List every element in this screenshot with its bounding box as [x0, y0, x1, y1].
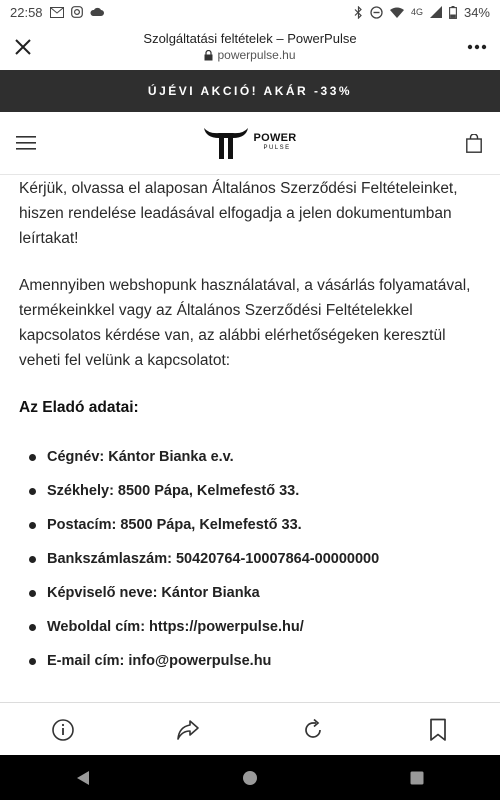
bullet — [29, 556, 36, 563]
seller-company: Cégnév: Kántor Bianka e.v. — [47, 449, 234, 465]
hamburger-icon — [16, 136, 36, 150]
bullet — [29, 522, 36, 529]
info-icon — [51, 718, 75, 742]
battery-percent: 34% — [463, 4, 490, 20]
instagram-icon — [71, 6, 83, 18]
intro-paragraph: Kérjük, olvassa el alaposan Általános Szerződési Feltételeinket, hiszen rendelése leadásával elfogadja a jelen dokumentumban leírtakat! — [19, 180, 458, 247]
close-icon — [14, 38, 32, 56]
gmail-icon — [50, 7, 64, 18]
site-logo[interactable] — [203, 126, 296, 160]
network-label: 4G — [410, 7, 423, 17]
bullet — [29, 624, 36, 631]
seller-heading: Az Eladó adatai: — [19, 399, 139, 416]
contact-paragraph: Amennyiben webshopunk használatával, a vásárlás folyamatával, termékeinkkel vagy az Általános Szerződési Feltételekkel kapcsolatos kérdése van, az alábbi elérhetőségeken keresztül veheti fel velünk a kapcsolatot: — [19, 277, 471, 369]
browser-toolbar — [0, 702, 500, 756]
reload-icon — [301, 718, 325, 742]
menu-button[interactable] — [0, 112, 52, 174]
logo-word-power: POWER — [253, 132, 297, 144]
address-bar[interactable] — [46, 31, 454, 63]
home-circle-icon — [242, 770, 258, 786]
status-time: 22:58 — [10, 4, 43, 20]
list-item — [29, 508, 481, 542]
close-button[interactable] — [0, 24, 46, 70]
list-item — [29, 576, 481, 610]
share-button[interactable] — [158, 703, 218, 756]
seller-postal-address: Postacím: 8500 Pápa, Kelmefestő 33. — [47, 517, 302, 533]
status-bar — [0, 0, 500, 24]
system-navigation-bar — [0, 755, 500, 800]
promo-banner[interactable] — [0, 70, 500, 112]
bullet — [29, 488, 36, 495]
battery-icon — [449, 6, 457, 19]
bookmark-button[interactable] — [408, 703, 468, 756]
seller-representative: Képviselő neve: Kántor Bianka — [47, 585, 260, 601]
list-item — [29, 610, 481, 644]
bookmark-icon — [429, 718, 447, 742]
list-item — [29, 542, 481, 576]
cart-button[interactable] — [448, 112, 500, 174]
shopping-bag-icon — [466, 134, 482, 153]
seller-website[interactable]: Weboldal cím: https://powerpulse.hu/ — [47, 619, 304, 635]
list-item — [29, 644, 481, 678]
bluetooth-icon — [354, 6, 363, 19]
seller-details-list — [19, 440, 481, 678]
info-button[interactable] — [33, 703, 93, 756]
more-menu-button[interactable] — [454, 24, 500, 70]
bullet — [29, 590, 36, 597]
nav-recents-button[interactable] — [387, 755, 447, 800]
wifi-icon — [390, 7, 404, 18]
page-title: Szolgáltatási feltételek – PowerPulse — [143, 31, 357, 46]
lock-icon — [204, 50, 213, 61]
promo-text: ÚJÉVI AKCIÓ! AKÁR -33% — [147, 84, 353, 98]
bullet — [29, 658, 36, 665]
terms-content — [19, 176, 481, 678]
seller-email[interactable]: E-mail cím: info@powerpulse.hu — [47, 653, 272, 669]
logo-word-pulse: PULSE — [263, 145, 291, 151]
nav-home-button[interactable] — [220, 755, 280, 800]
list-item — [29, 440, 481, 474]
url-text: powerpulse.hu — [217, 48, 296, 62]
nav-back-button[interactable] — [53, 755, 113, 800]
bull-logo-icon — [203, 126, 249, 160]
signal-icon — [430, 6, 442, 18]
list-item — [29, 474, 481, 508]
seller-headquarters: Székhely: 8500 Pápa, Kelmefestő 33. — [47, 483, 300, 499]
site-header — [0, 112, 500, 175]
seller-bank-account: Bankszámlaszám: 50420764-10007864-00000000 — [47, 551, 380, 567]
dnd-icon — [370, 6, 383, 19]
back-triangle-icon — [76, 770, 90, 786]
more-vertical-icon — [467, 44, 487, 50]
share-icon — [176, 719, 200, 741]
recents-square-icon — [410, 771, 424, 785]
cloud-icon — [90, 7, 104, 17]
reload-button[interactable] — [283, 703, 343, 756]
bullet — [29, 454, 36, 461]
browser-header — [0, 24, 500, 70]
